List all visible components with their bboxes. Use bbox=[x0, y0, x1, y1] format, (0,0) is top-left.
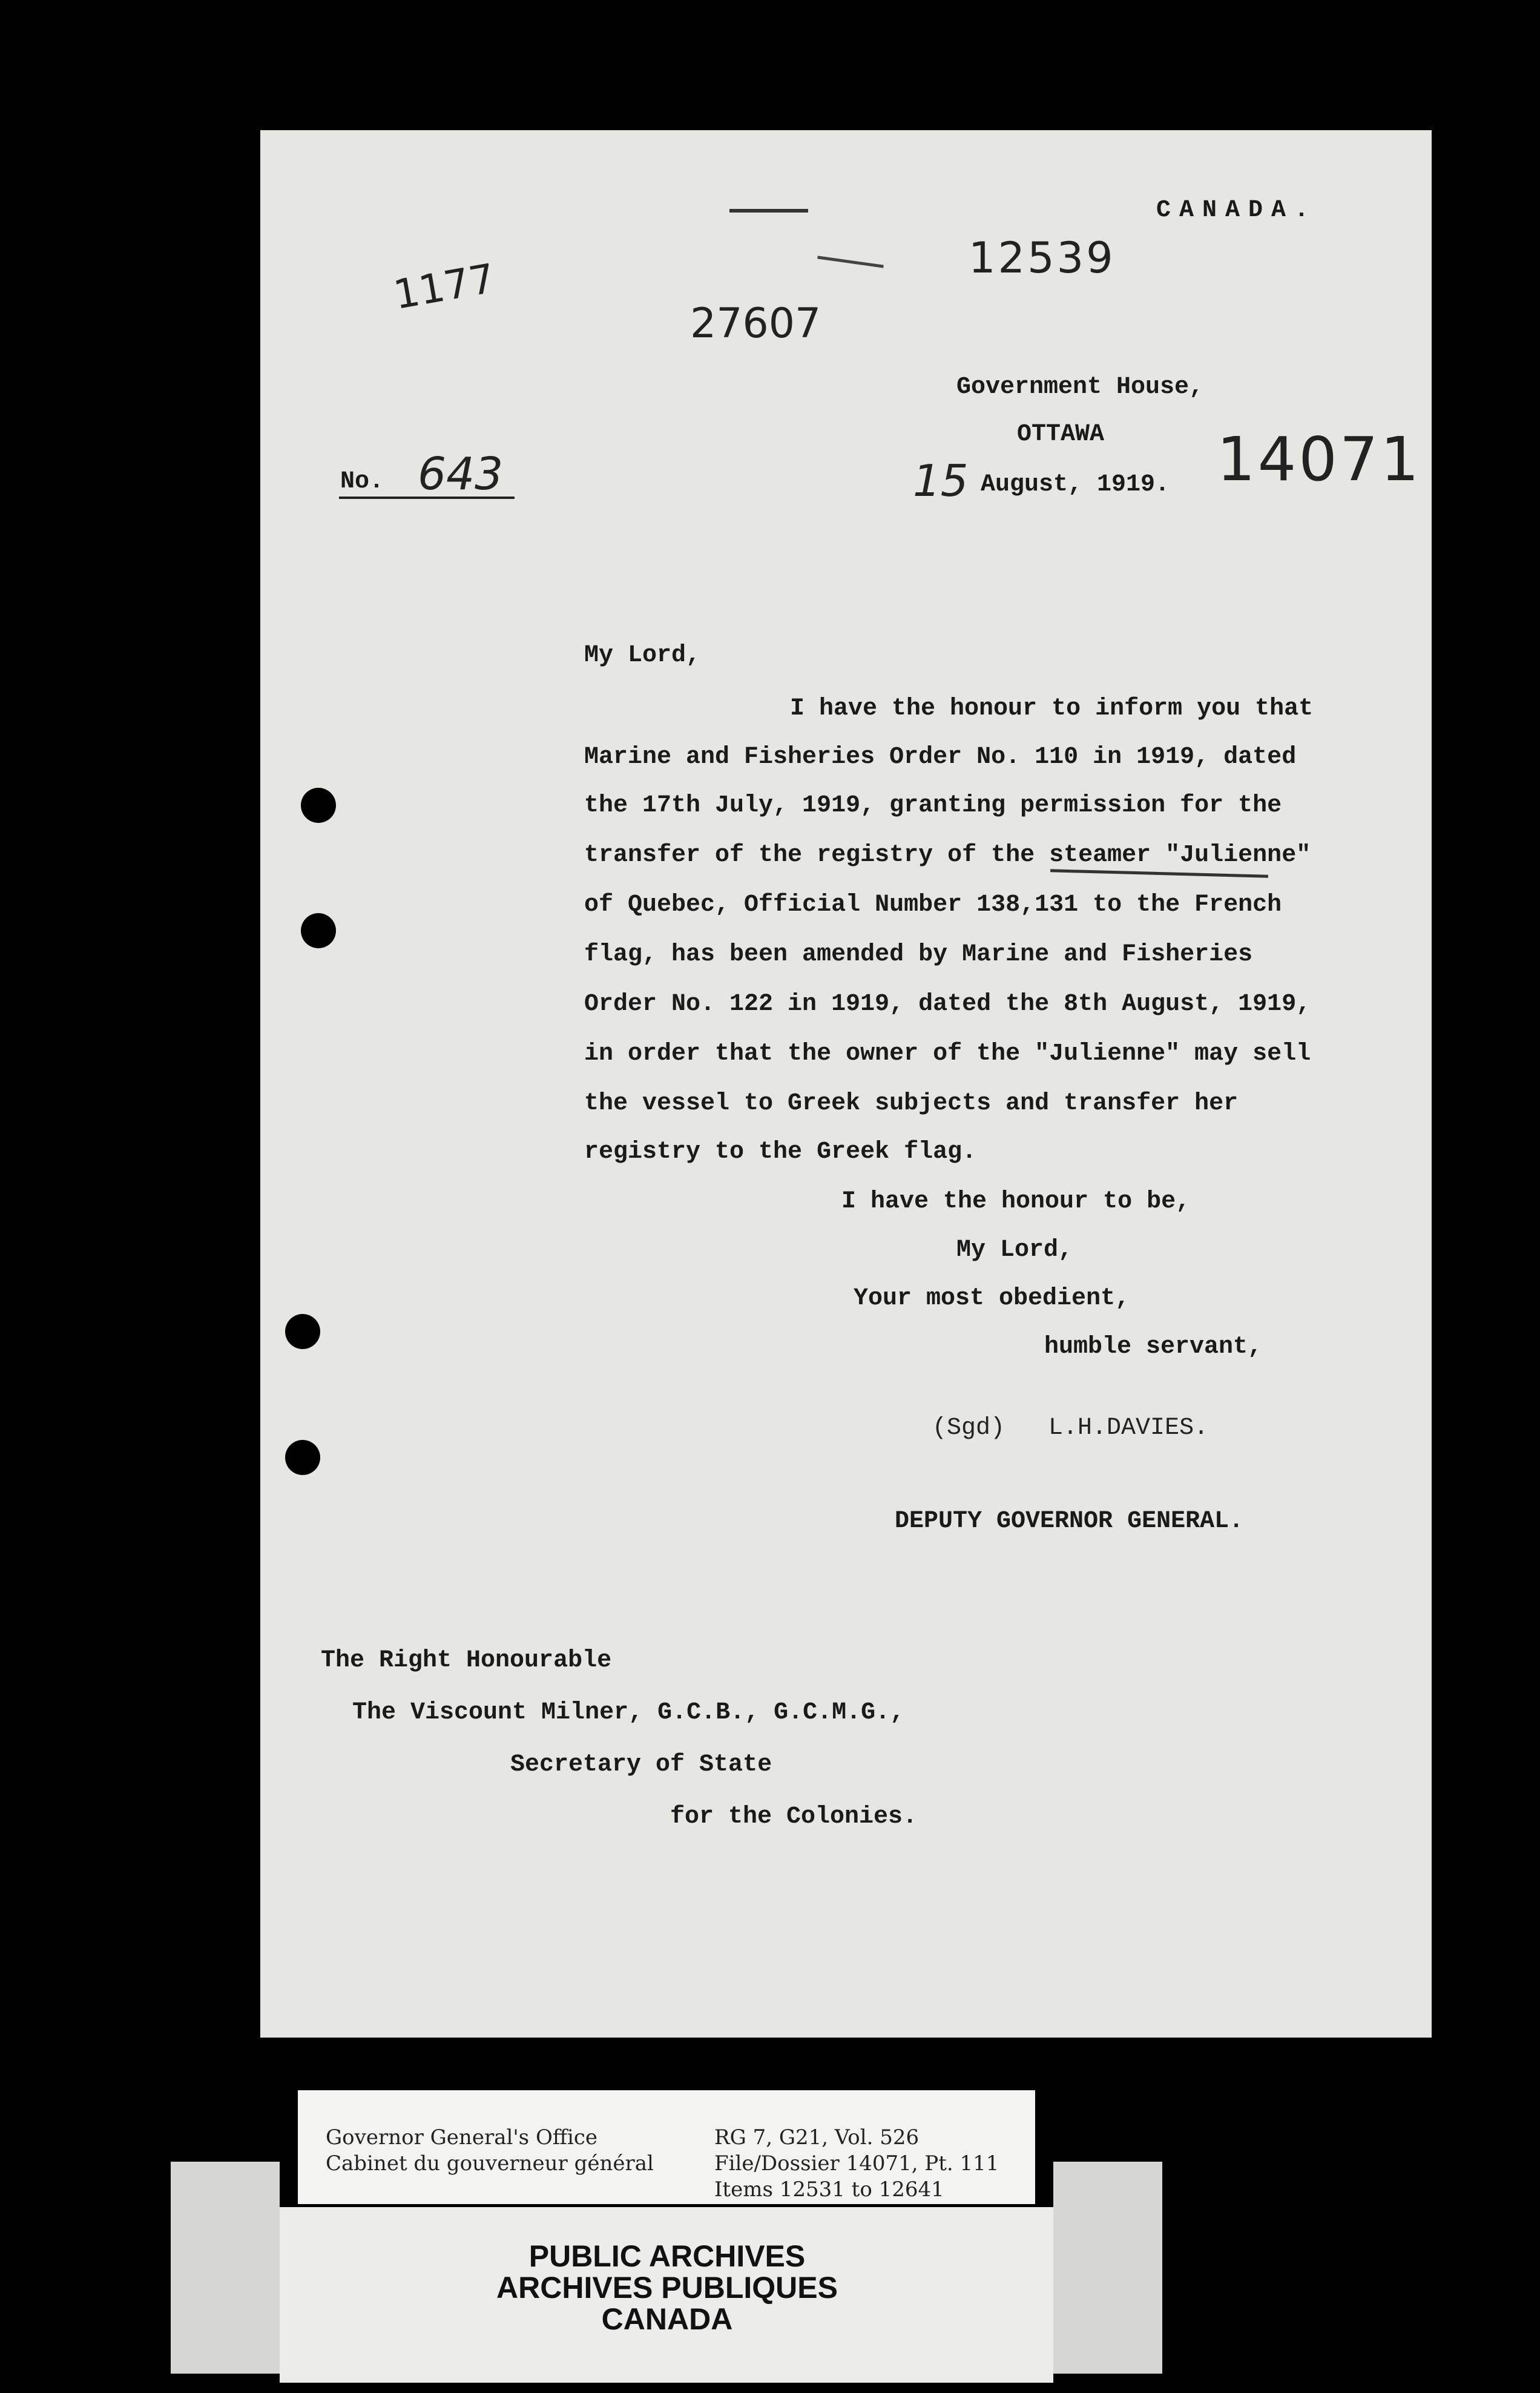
handwritten-date-day: 15 bbox=[913, 455, 969, 506]
label-office-en: Governor General's Office bbox=[326, 2125, 598, 2150]
address-line-2: OTTAWA bbox=[1017, 421, 1105, 448]
addressee-line: for the Colonies. bbox=[670, 1803, 918, 1830]
handwritten-number-27607: 27607 bbox=[690, 300, 821, 348]
signature: (Sgd) L.H.DAVIES. bbox=[932, 1414, 1209, 1442]
handwritten-file-number: 14071 bbox=[1217, 424, 1422, 495]
archives-stamp-line: CANADA bbox=[601, 2302, 733, 2336]
body-line: of Quebec, Official Number 138,131 to the French bbox=[584, 891, 1282, 919]
body-line: the 17th July, 1919, granting permission for the bbox=[584, 792, 1282, 819]
salutation: My Lord, bbox=[584, 642, 701, 669]
label-record-group: RG 7, G21, Vol. 526 bbox=[714, 2125, 920, 2150]
stamp-number: 12539 bbox=[969, 233, 1116, 283]
addressee-line: The Viscount Milner, G.C.B., G.C.M.G., bbox=[352, 1699, 905, 1726]
closing-line: I have the honour to be, bbox=[841, 1188, 1191, 1215]
archives-stamp-line: ARCHIVES PUBLIQUES bbox=[496, 2271, 838, 2305]
body-line: Marine and Fisheries Order No. 110 in 1919, dated bbox=[584, 744, 1297, 771]
label-file-dossier: File/Dossier 14071, Pt. 111 bbox=[714, 2151, 999, 2176]
body-line: Order No. 122 in 1919, dated the 8th August, 1919, bbox=[584, 991, 1311, 1018]
addressee-line: Secretary of State bbox=[510, 1751, 772, 1778]
top-dash-mark bbox=[729, 209, 808, 213]
punch-hole bbox=[301, 913, 336, 948]
handwritten-letter-number: 643 bbox=[418, 448, 504, 500]
punch-hole bbox=[301, 788, 336, 823]
date-line: August, 1919. bbox=[981, 471, 1170, 498]
label-items: Items 12531 to 12641 bbox=[714, 2177, 944, 2202]
body-line: flag, has been amended by Marine and Fisheries bbox=[584, 941, 1253, 968]
body-line: the vessel to Greek subjects and transfer her bbox=[584, 1090, 1239, 1117]
country-heading: CANADA. bbox=[1156, 197, 1318, 224]
body-line: I have the honour to inform you that bbox=[790, 695, 1314, 722]
body-line: transfer of the registry of the steamer "Julienne" bbox=[584, 842, 1311, 869]
closing-line: Your most obedient, bbox=[854, 1285, 1130, 1312]
address-line-1: Government House, bbox=[956, 374, 1204, 401]
addressee-line: The Right Honourable bbox=[321, 1647, 612, 1674]
archive-label-tab-right bbox=[1053, 2162, 1162, 2374]
body-line: registry to the Greek flag. bbox=[584, 1138, 977, 1166]
letter-number-label: No. bbox=[340, 468, 384, 495]
archives-stamp-line: PUBLIC ARCHIVES bbox=[528, 2239, 806, 2273]
punch-hole bbox=[285, 1314, 320, 1349]
archive-label-tab-left bbox=[171, 2162, 280, 2374]
handwritten-mark-1177: 1177 bbox=[390, 255, 499, 319]
letter-page bbox=[260, 130, 1432, 2038]
label-office-fr: Cabinet du gouverneur général bbox=[326, 2151, 654, 2176]
closing-line: humble servant, bbox=[1044, 1333, 1263, 1361]
closing-line: My Lord, bbox=[956, 1236, 1073, 1264]
signatory-title: DEPUTY GOVERNOR GENERAL. bbox=[895, 1508, 1244, 1535]
body-line: in order that the owner of the "Julienne" may sell bbox=[584, 1040, 1311, 1068]
punch-hole bbox=[285, 1440, 320, 1475]
